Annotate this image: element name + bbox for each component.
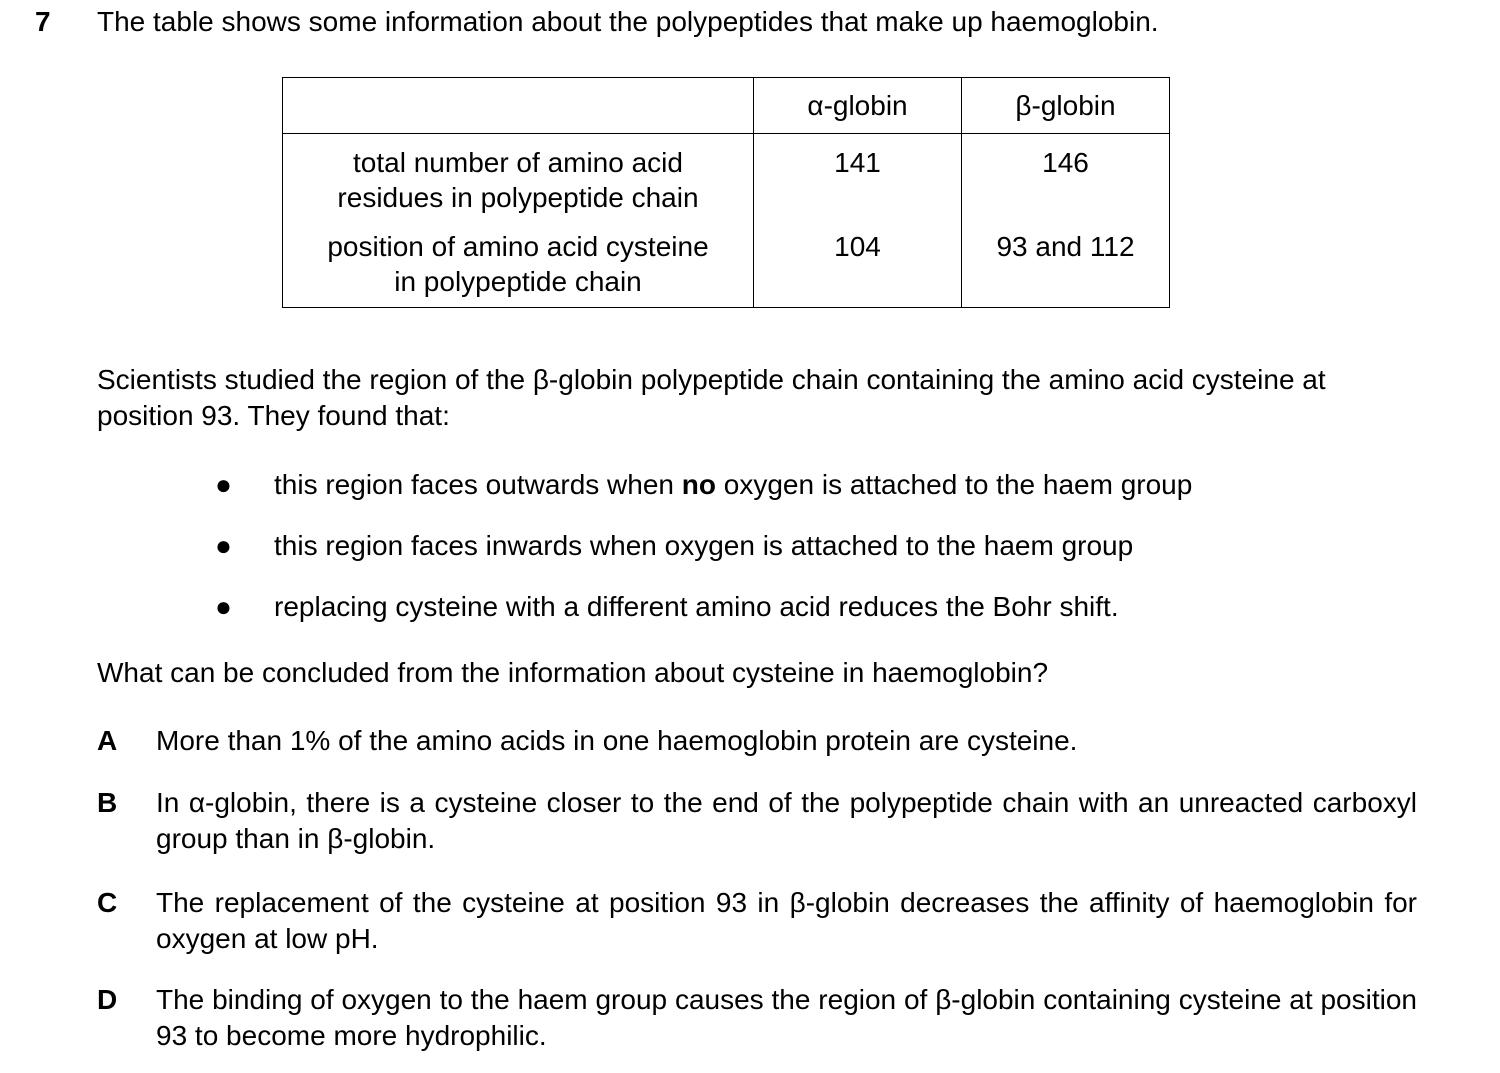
finding-text: oxygen is attached to the haem group [716, 469, 1193, 500]
bullet-icon: ● [215, 469, 232, 500]
row-label-line: in polypeptide chain [394, 266, 642, 297]
table-header-beta-globin: β-globin [962, 78, 1170, 134]
list-item [215, 585, 1192, 646]
option-text: The binding of oxygen to the haem group causes the region of β-globin containing cysteine at position 93 to become more hydrophilic. [156, 984, 1417, 1051]
finding-text: this region faces outwards when [274, 469, 682, 500]
table-row [283, 225, 1170, 308]
bullet-icon: ● [215, 591, 232, 622]
option-letter: B [97, 787, 118, 818]
list-item [215, 463, 1192, 524]
beta-total-residues: 146 [962, 134, 1170, 226]
finding-emphasis: no [681, 469, 716, 500]
findings-list [215, 463, 1192, 646]
option-text: The replacement of the cysteine at position 93 in β-globin decreases the affinity of haemoglobin for oxygen at low pH. [156, 887, 1417, 954]
option-text: More than 1% of the amino acids in one haemoglobin protein are cysteine. [156, 725, 1078, 756]
study-paragraph: Scientists studied the region of the β-globin polypeptide chain containing the amino acid cysteine at position 93. They found that: [97, 364, 1326, 431]
polypeptide-info-table [282, 77, 1170, 308]
row-label-total-residues [283, 134, 754, 226]
answer-option-d[interactable] [97, 982, 1417, 1054]
list-item [215, 524, 1192, 585]
beta-cysteine-position: 93 and 112 [962, 225, 1170, 308]
row-label-cysteine-position [283, 225, 754, 308]
bullet-icon: ● [215, 530, 232, 561]
row-label-line: total number of amino acid [353, 147, 683, 178]
option-letter: C [97, 887, 118, 918]
alpha-total-residues: 141 [754, 134, 962, 226]
option-text: In α-globin, there is a cysteine closer to the end of the polypeptide chain with an unreacted carboxyl group than in β-globin. [156, 787, 1417, 854]
table-header-alpha-globin: α-globin [754, 78, 962, 134]
row-label-line: residues in polypeptide chain [337, 182, 699, 213]
question-intro: The table shows some information about the polypeptides that make up haemoglobin. [97, 6, 1159, 37]
option-letter: D [97, 984, 118, 1015]
table-header-blank [283, 78, 754, 134]
table-row [283, 134, 1170, 226]
answer-option-c[interactable] [97, 885, 1417, 957]
alpha-cysteine-position: 104 [754, 225, 962, 308]
answer-option-b[interactable] [97, 785, 1417, 857]
question-prompt: What can be concluded from the information about cysteine in haemoglobin? [97, 657, 1049, 688]
table-header-row [283, 78, 1170, 134]
answer-option-a[interactable] [97, 723, 1417, 759]
question-number: 7 [35, 6, 51, 37]
row-label-line: position of amino acid cysteine [327, 231, 709, 262]
finding-text: replacing cysteine with a different amino acid reduces the Bohr shift. [274, 591, 1119, 622]
option-letter: A [97, 725, 118, 756]
finding-text: this region faces inwards when oxygen is attached to the haem group [274, 530, 1134, 561]
